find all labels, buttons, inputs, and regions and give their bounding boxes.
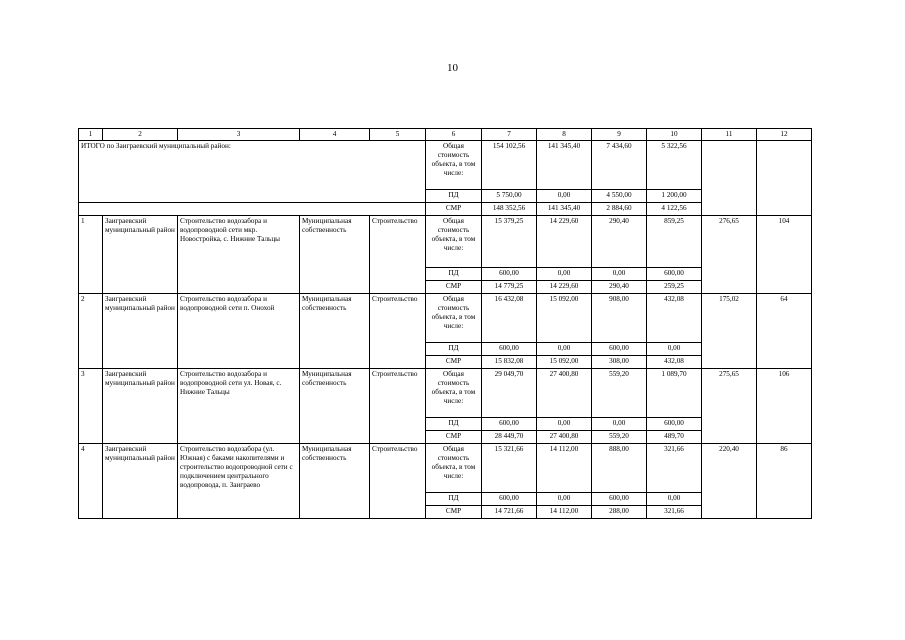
- value-cell: 2 884,60: [592, 203, 647, 216]
- object-type: Строительство: [370, 216, 426, 294]
- value-cell: 0,00: [592, 418, 647, 431]
- object-row: [79, 369, 812, 418]
- object-ownership: Муниципальная собственность: [300, 444, 370, 519]
- value-cell: 600,00: [647, 418, 702, 431]
- value-cell: 175,02: [702, 294, 757, 369]
- value-cell: 27 400,80: [537, 431, 592, 444]
- value-cell: 559,20: [592, 431, 647, 444]
- object-row: [79, 216, 812, 268]
- total-row: [79, 141, 812, 190]
- value-cell: 600,00: [647, 268, 702, 281]
- cost-kind: СМР: [426, 203, 482, 216]
- header-cell: 3: [178, 129, 300, 141]
- object-district: Заиграевский муниципальный район: [103, 444, 178, 519]
- object-district: Заиграевский муниципальный район: [103, 216, 178, 294]
- value-cell: 14 229,60: [537, 216, 592, 268]
- value-cell: 15 321,66: [482, 444, 537, 493]
- value-cell: 0,00: [592, 268, 647, 281]
- value-cell: 14 229,60: [537, 281, 592, 294]
- header-cell: 7: [482, 129, 537, 141]
- cost-kind: ПД: [426, 493, 482, 506]
- object-ownership: Муниципальная собственность: [300, 369, 370, 444]
- value-cell: 290,40: [592, 216, 647, 268]
- value-cell: 14 112,00: [537, 444, 592, 493]
- object-number: 1: [79, 216, 103, 294]
- value-cell: 154 102,56: [482, 141, 537, 190]
- object-type: Строительство: [370, 369, 426, 444]
- object-number: 3: [79, 369, 103, 444]
- header-cell: 8: [537, 129, 592, 141]
- value-cell: 27 400,80: [537, 369, 592, 418]
- object-type: Строительство: [370, 444, 426, 519]
- value-cell: 432,08: [647, 294, 702, 343]
- value-cell: 4 122,56: [647, 203, 702, 216]
- value-cell: 220,40: [702, 444, 757, 519]
- value-cell: 0,00: [537, 190, 592, 203]
- value-cell: 0,00: [647, 493, 702, 506]
- value-cell: 559,20: [592, 369, 647, 418]
- object-ownership: Муниципальная собственность: [300, 294, 370, 369]
- header-cell: 10: [647, 129, 702, 141]
- cost-kind: СМР: [426, 506, 482, 519]
- value-cell: 600,00: [592, 493, 647, 506]
- object-number: 2: [79, 294, 103, 369]
- value-cell: 15 379,25: [482, 216, 537, 268]
- value-cell: 15 092,00: [537, 356, 592, 369]
- value-cell: 0,00: [537, 343, 592, 356]
- empty-cell: [79, 203, 426, 216]
- cost-kind: Общая стоимость объекта, в том числе:: [426, 369, 482, 418]
- cost-kind: СМР: [426, 281, 482, 294]
- value-cell: 290,40: [592, 281, 647, 294]
- cost-kind: Общая стоимость объекта, в том числе:: [426, 216, 482, 268]
- cost-kind: ПД: [426, 190, 482, 203]
- value-cell: 321,66: [647, 506, 702, 519]
- cost-kind: Общая стоимость объекта, в том числе:: [426, 294, 482, 343]
- value-cell: 15 092,00: [537, 294, 592, 343]
- cost-kind: ПД: [426, 268, 482, 281]
- header-cell: 5: [370, 129, 426, 141]
- value-cell: 29 049,70: [482, 369, 537, 418]
- value-cell: 104: [757, 216, 812, 294]
- header-cell: 1: [79, 129, 103, 141]
- value-cell: 148 352,56: [482, 203, 537, 216]
- header-cell: 9: [592, 129, 647, 141]
- empty-cell: [757, 141, 812, 216]
- value-cell: 141 345,40: [537, 141, 592, 190]
- object-ownership: Муниципальная собственность: [300, 216, 370, 294]
- value-cell: 86: [757, 444, 812, 519]
- value-cell: 600,00: [592, 343, 647, 356]
- value-cell: 600,00: [482, 493, 537, 506]
- value-cell: 888,00: [592, 444, 647, 493]
- value-cell: 321,66: [647, 444, 702, 493]
- value-cell: 859,25: [647, 216, 702, 268]
- object-district: Заиграевский муниципальный район: [103, 369, 178, 444]
- investment-table: [78, 128, 812, 519]
- value-cell: 0,00: [537, 493, 592, 506]
- value-cell: 16 432,08: [482, 294, 537, 343]
- object-row: [79, 444, 812, 493]
- object-row: [79, 294, 812, 343]
- value-cell: 0,00: [537, 268, 592, 281]
- value-cell: 908,00: [592, 294, 647, 343]
- empty-cell: [702, 141, 757, 216]
- object-name: Строительство водозабора и водопроводной сети п. Онохой: [178, 294, 300, 369]
- header-cell: 11: [702, 129, 757, 141]
- cost-kind: СМР: [426, 431, 482, 444]
- value-cell: 141 345,40: [537, 203, 592, 216]
- header-cell: 6: [426, 129, 482, 141]
- value-cell: 64: [757, 294, 812, 369]
- value-cell: 1 200,00: [647, 190, 702, 203]
- value-cell: 275,65: [702, 369, 757, 444]
- cost-kind: ПД: [426, 418, 482, 431]
- header-row: [79, 129, 812, 141]
- value-cell: 0,00: [647, 343, 702, 356]
- value-cell: 432,08: [647, 356, 702, 369]
- value-cell: 14 112,00: [537, 506, 592, 519]
- value-cell: 288,00: [592, 506, 647, 519]
- cost-kind: ПД: [426, 343, 482, 356]
- object-type: Строительство: [370, 294, 426, 369]
- total-label: ИТОГО по Заиграевский муниципальный район:: [79, 141, 426, 203]
- value-cell: 308,00: [592, 356, 647, 369]
- value-cell: 276,65: [702, 216, 757, 294]
- value-cell: 600,00: [482, 268, 537, 281]
- header-cell: 2: [103, 129, 178, 141]
- value-cell: 489,70: [647, 431, 702, 444]
- value-cell: 259,25: [647, 281, 702, 294]
- header-cell: 4: [300, 129, 370, 141]
- object-district: Заиграевский муниципальный район: [103, 294, 178, 369]
- header-cell: 12: [757, 129, 812, 141]
- cost-kind: Общая стоимость объекта, в том числе:: [426, 444, 482, 493]
- value-cell: 600,00: [482, 343, 537, 356]
- object-number: 4: [79, 444, 103, 519]
- value-cell: 15 832,08: [482, 356, 537, 369]
- value-cell: 106: [757, 369, 812, 444]
- value-cell: 0,00: [537, 418, 592, 431]
- cost-kind: СМР: [426, 356, 482, 369]
- object-name: Строительство водозабора (ул. Южная) с баками накопителями и строительство водопроводной сети с подключением центрального водопровода, п. Заиграево: [178, 444, 300, 519]
- value-cell: 14 721,66: [482, 506, 537, 519]
- cost-kind: Общая стоимость объекта, в том числе:: [426, 141, 482, 190]
- value-cell: 28 449,70: [482, 431, 537, 444]
- object-name: Строительство водозабора и водопроводной сети мкр. Новостройка, с. Нижние Тальцы: [178, 216, 300, 294]
- value-cell: 600,00: [482, 418, 537, 431]
- value-cell: 5 750,00: [482, 190, 537, 203]
- value-cell: 1 089,70: [647, 369, 702, 418]
- value-cell: 4 550,00: [592, 190, 647, 203]
- value-cell: 14 779,25: [482, 281, 537, 294]
- page-number: 10: [447, 62, 458, 74]
- value-cell: 5 322,56: [647, 141, 702, 190]
- value-cell: 7 434,60: [592, 141, 647, 190]
- object-name: Строительство водозабора и водопроводной сети ул. Новая, с. Нижние Тальцы: [178, 369, 300, 444]
